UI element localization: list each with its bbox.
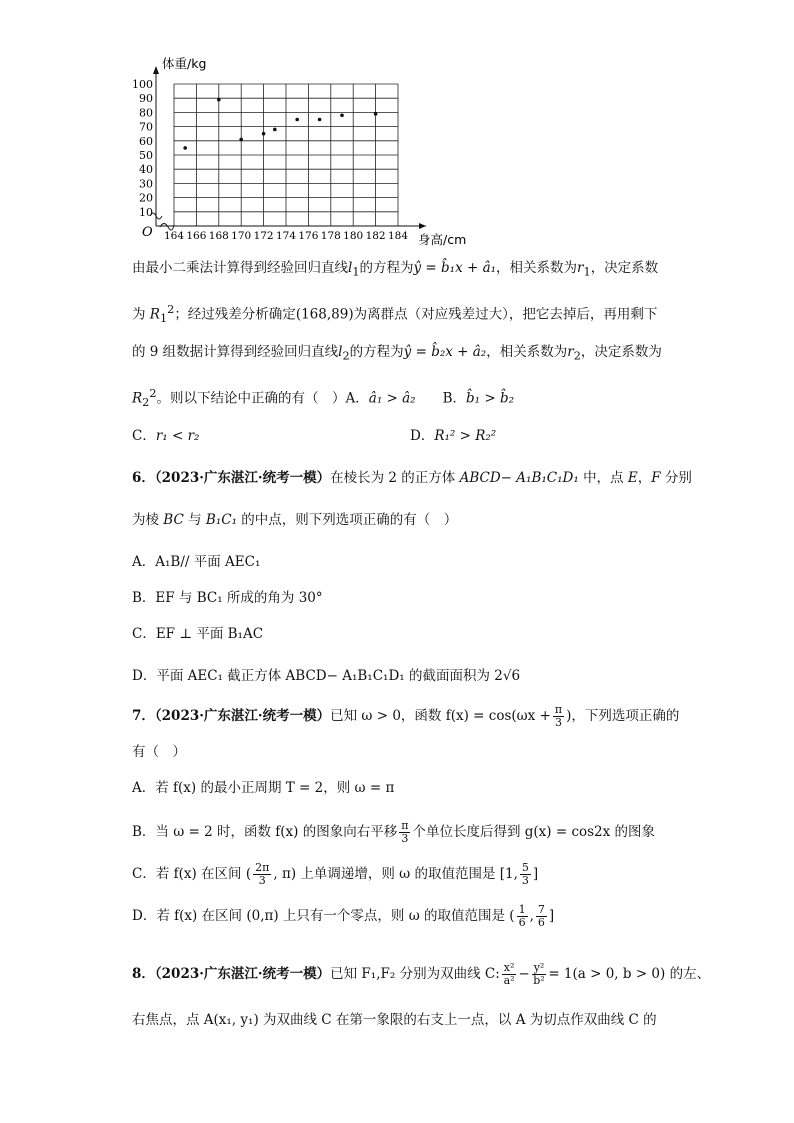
q7-stem-cont: 有（ ） (132, 744, 186, 760)
y-tick-label: 10 (139, 205, 153, 219)
y-tick-label: 20 (139, 191, 153, 205)
x-tick-label: 172 (253, 230, 274, 242)
y-axis-arrow (153, 66, 159, 74)
q7-option-d: D．若 f(x) 在区间 (0,π) 上只有一个零点，则 ω 的取值范围是 ( $\frac{1}{6}$ , $\frac{7}{6}$ ] (132, 903, 555, 929)
data-point (217, 98, 221, 102)
data-point (374, 112, 378, 116)
y-tick-label: 100 (132, 78, 153, 91)
x-tick-label: 174 (275, 230, 297, 242)
y-tick-label: 70 (139, 120, 153, 134)
q6-option-a: A．A₁B// 平面 AEC₁ (132, 554, 261, 570)
q6-stem1: 6．（2023·广东湛江·统考一模）在棱长为 2 的正方体 ABCD− A₁B₁C₁D₁ 中，点 E，F 分别 (132, 470, 692, 486)
y-tick-label: 90 (139, 92, 153, 106)
data-point (273, 128, 277, 132)
x-tick-label: 180 (343, 230, 364, 242)
x-tick-label: 178 (320, 230, 341, 242)
x-axis-arrow (419, 223, 426, 229)
q5-line1: 由最小二乘法计算得到经验回归直线$l_1$的方程为ŷ = b̂₁x + â₁，相关系数为$r_1$，决定系数 (132, 260, 659, 279)
chart-svg (128, 58, 468, 248)
data-point (239, 138, 243, 142)
x-tick-label: 164 (163, 230, 185, 242)
q7-option-a: A．若 f(x) 的最小正周期 T = 2，则 ω = π (132, 780, 395, 796)
x-tick-label: 176 (298, 230, 319, 242)
q6-option-c: C．EF ⊥ 平面 B₁AC (132, 626, 264, 642)
x-tick-label: 182 (365, 230, 386, 242)
x-tick-label: 166 (186, 230, 207, 242)
x-tick-label: 170 (231, 230, 252, 242)
q7-stem: 7．（2023·广东湛江·统考一模）已知 ω > 0，函数 f(x) = cos(ωx + $\frac{\pi}{3}$ )，下列选项正确的 (132, 703, 680, 729)
data-point (340, 113, 344, 117)
scatter-chart (128, 58, 468, 248)
data-point (295, 118, 299, 122)
data-point (262, 132, 266, 136)
q6-stem2: 为棱 BC 与 B₁C₁ 的中点，则下列选项正确的有（ ） (132, 512, 458, 528)
q5-options-cd: C．r₁ < r₂ D．R₁² > R₂² (132, 428, 497, 444)
y-tick-label: 30 (139, 177, 153, 191)
q6-option-b: B．EF 与 BC₁ 所成的角为 30° (132, 590, 323, 606)
q5-line3: 的 9 组数据计算得到经验回归直线$l_2$的方程为ŷ = b̂₂x + â₂，相关系数为$r_2$，决定系数为 (132, 344, 662, 363)
y-tick-label: 40 (139, 163, 153, 177)
x-axis-label: 身高/cm (418, 232, 467, 247)
q8-stem: 8．（2023·广东湛江·统考一模）已知 F₁,F₂ 分别为双曲线 C: $\frac{\text{x²}}{\text{a²}}$ − $\frac{\text{y²}}{\text{b²}}$ = 1(a > 0, b > 0) 的左、 (132, 961, 711, 987)
x-tick-label: 184 (387, 230, 409, 242)
origin-label: O (142, 225, 153, 240)
y-axis-label: 体重/kg (162, 56, 207, 71)
q7-option-c: C．若 f(x) 在区间 ( $\frac{2\pi}{3}$ , π) 上单调递增，则 ω 的取值范围是 [1, $\frac{5}{3}$ ] (132, 861, 539, 887)
y-tick-label: 80 (139, 106, 153, 120)
q5-line2: 为 $R_1^2$；经过残差分析确定(168,89)为离群点（对应残差过大），把它去掉后，再用剩下 (132, 303, 658, 326)
q8-stem-cont: 右焦点，点 A(x₁, y₁) 为双曲线 C 在第一象限的右支上一点，以 A 为切点作双曲线 C 的 (132, 1012, 657, 1028)
data-point (183, 146, 187, 150)
q6-option-d: D．平面 AEC₁ 截正方体 ABCD− A₁B₁C₁D₁ 的截面面积为 2√6 (132, 668, 521, 684)
q5-line4: $R_2^2$。则以下结论中正确的有（ ）A．â₁ > â₂ B．b̂₁ > b̂₂ (132, 387, 515, 410)
q7-option-b: B．当 ω = 2 时，函数 f(x) 的图象向右平移 $\frac{\pi}{3}$ 个单位长度后得到 g(x) = cos2x 的图象 (132, 819, 656, 845)
y-tick-label: 50 (139, 149, 153, 162)
x-tick-label: 168 (208, 230, 229, 242)
data-point (318, 118, 322, 122)
y-tick-label: 60 (139, 134, 153, 148)
